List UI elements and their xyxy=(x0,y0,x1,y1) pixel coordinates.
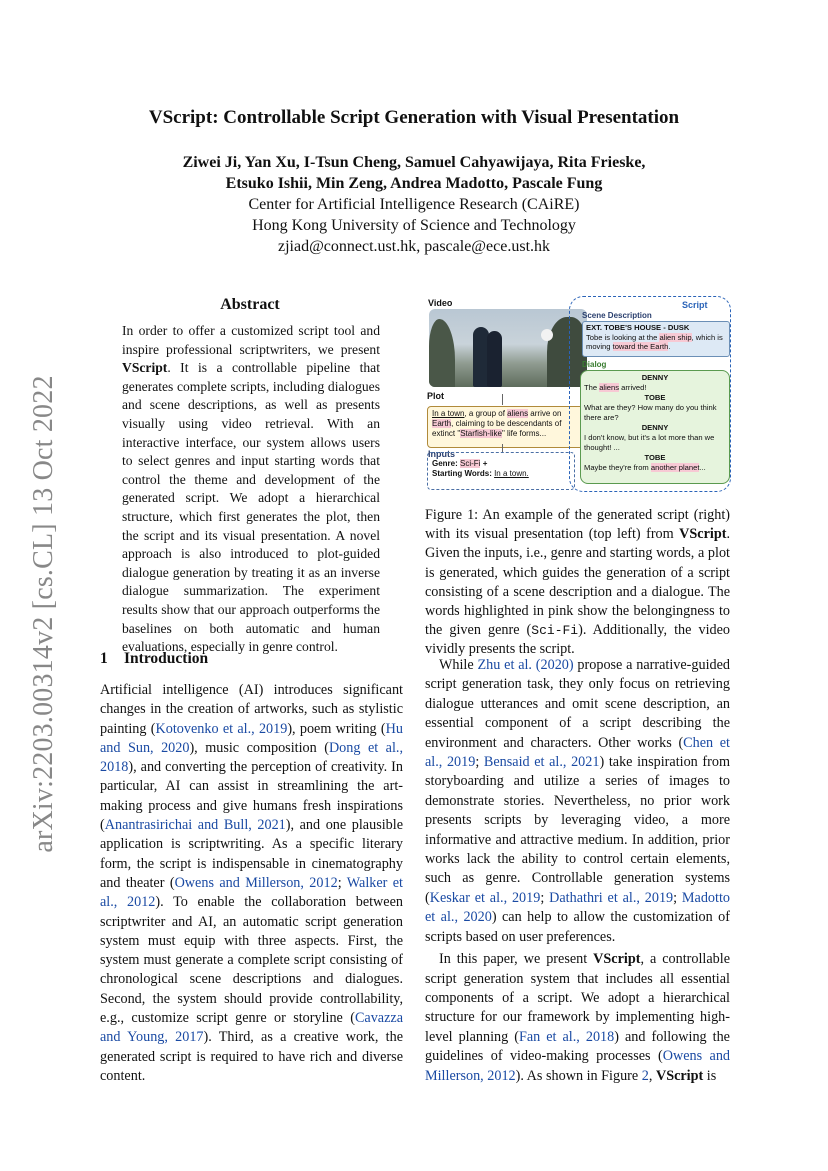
author-names-line2: Etsuko Ishii, Min Zeng, Andrea Madotto, Pascale Fung xyxy=(225,175,603,192)
author-emails: zjiad@connect.ust.hk, pascale@ece.ust.hk xyxy=(277,238,551,255)
citation-link[interactable]: Dong et al., 2018 xyxy=(100,739,403,776)
plot-box: In a town, a group of aliens arrive on Earth, claiming to be descendants of extinct "Starfish-like" life forms... xyxy=(427,406,589,448)
citation-link[interactable]: Chen et al., 2019 xyxy=(425,734,731,771)
video-still xyxy=(429,309,587,387)
scene-description-label: Scene Description xyxy=(582,311,652,320)
citation-link[interactable]: Keskar et al., 2019 xyxy=(429,889,541,906)
paragraph-contribution: In this paper, we present VScript, a controllable script generation system that includes all essential components of a script. We adopt a hierarchical structure for our framework by implementing high-level planning (Fan et al., 2018) and following the guidelines of video-making processes (Owens and Millerson, 2012). As shown in Figure 2, VScript is xyxy=(425,951,731,1084)
introduction-paragraph: Artificial intelligence (AI) introduces significant changes in the creation of artworks, such as stylistic painting (Kotovenko et al., 2019), poem writing (Hu and Sun, 2020), music composition (Dong et al., 2018), and converting the perception of creativity. In particular, AI can assist in streamlining the art-making process and give humans fresh inspirations (Anantrasirichai and Bull, 2021), and one plausible application is scriptwriting. As a specific literary form, the script is indispensable in cinematography and theater (Owens and Millerson, 2012; Walker et al., 2012). To enable the collaboration between scriptwriter and AI, an automatic script generation system must equip with three aspects. First, the system must generate a complete script consisting of chronological scene descriptions and dialogues. Second, the system should provide controllability, e.g., customize script genre or storyline (Cavazza and Young, 2017). Third, as a creative work, the generated script is required to have rich and diverse content. xyxy=(100,682,403,1084)
citation-link[interactable]: Madotto et al., 2020 xyxy=(425,889,730,926)
affiliation-line1: Center for Artificial Intelligence Research (CAiRE) xyxy=(248,196,580,213)
scene-description-box: EXT. TOBE'S HOUSE - DUSK Tobe is looking at the alien ship, which is moving toward the Earth. xyxy=(582,321,730,357)
citation-link[interactable]: Zhu et al. (2020) xyxy=(477,657,574,673)
video-label: Video xyxy=(428,298,453,308)
inputs-label: Inputs xyxy=(428,449,455,459)
arxiv-stamp: arXiv:2203.00314v2 [cs.CL] 13 Oct 2022 xyxy=(28,375,59,853)
citation-link[interactable]: Anantrasirichai and Bull, 2021 xyxy=(104,817,286,834)
right-column-text xyxy=(425,656,730,1086)
abstract-body: In order to offer a customized script tool and inspire professional scriptwriters, we present VScript. It is a controllable pipeline that generates complete scripts, including dialogues and scene descriptions, as well as presents visually using video retrieval. With an interactive interface, our system allows users to select genres and input starting words that control the theme and development of the generated script. We adopt a hierarchical structure, which first generates the plot, then the script and its visual presentation. A novel approach is also introduced to plot-guided dialogue generation by treating it as an inverse dialogue summarization. The experiment results show that our approach outperforms the baselines on both automatic and human evaluations, especially in genre control. xyxy=(122,323,380,655)
citation-link[interactable]: Kotovenko et al., 2019 xyxy=(155,720,288,737)
citation-link[interactable]: Dathathri et al., 2019 xyxy=(549,889,674,906)
abstract-heading: Abstract xyxy=(220,296,280,313)
dialog-box: DENNY The aliens arrived! TOBE What are they? How many do you think there are? DENNY I don't know, but it's a lot more than we thought! ... TOBE Maybe they're from another planet... xyxy=(580,370,730,484)
paragraph-related-work: While Zhu et al. (2020) propose a narrative-guided script generation task, they only focus on retrieving dialogue utterances and omit scene description, an essential component of a script describing the environment and characters. Other works (Chen et al., 2019; Bensaid et al., 2021) take inspiration from storyboarding and utilize a series of images to demonstrate stories. Nevertheless, no prior work presents scripts by leveraging video, a more informative and attractive medium. In addition, prior works lack the ability to control certain elements, such as genre. Controllable generation systems (Keskar et al., 2019; Dathathri et al., 2019; Madotto et al., 2020) can help to allow the customization of scripts based on user preferences. xyxy=(425,657,731,945)
citation-link[interactable]: Hu and Sun, 2020 xyxy=(100,720,403,756)
citation-link[interactable]: Bensaid et al., 2021 xyxy=(483,754,600,771)
paper-title: VScript: Controllable Script Generation with Visual Presentation xyxy=(148,107,680,128)
script-label: Script xyxy=(682,300,708,310)
citation-link[interactable]: Owens and Millerson, 2012 xyxy=(425,1048,731,1084)
plot-label: Plot xyxy=(427,391,444,401)
citation-link[interactable]: Walker et al., 2012 xyxy=(100,874,403,911)
inputs-box: Genre: Sci-Fi + Starting Words: In a town. xyxy=(427,452,575,490)
figure-1 xyxy=(422,294,732,494)
affiliation-line2: Hong Kong University of Science and Technology xyxy=(252,217,576,234)
section-heading: 1 Introduction xyxy=(100,650,209,667)
dialog-label: Dialog xyxy=(582,360,607,369)
citation-link[interactable]: Cavazza and Young, 2017 xyxy=(100,1010,403,1046)
citation-link[interactable]: Fan et al., 2018 xyxy=(518,1028,615,1045)
figure-ref-link[interactable]: 2 xyxy=(641,1067,649,1084)
figure-1-caption: Figure 1: An example of the generated script (right) with its visual presentation (top left) from VScript. Given the inputs, i.e., genre and starting words, a plot is generated, which guides the generation of a script consisting of a scene description and a dialogue. The words highlighted in pink show the belongingness to the given genre (Sci-Fi). Additionally, the video vividly presents the script. xyxy=(425,507,730,658)
citation-link[interactable]: Owens and Millerson, 2012 xyxy=(174,874,338,891)
author-block xyxy=(80,152,748,257)
author-names-line1: Ziwei Ji, Yan Xu, I-Tsun Cheng, Samuel Cahyawijaya, Rita Frieske, xyxy=(182,154,646,171)
